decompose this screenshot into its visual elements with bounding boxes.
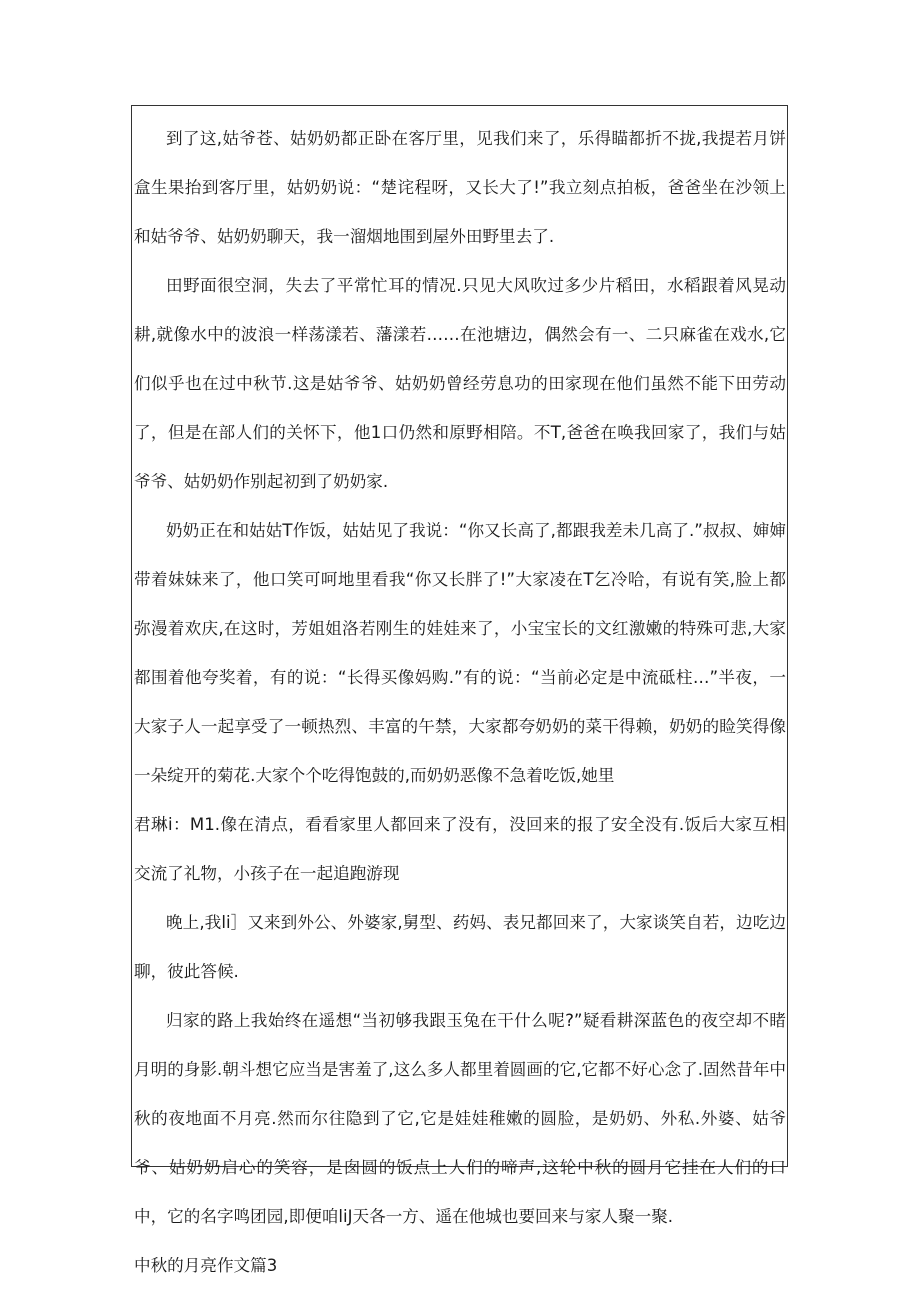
paragraph-6: 归家的路上我始终在遥想“当初够我跟玉兔在干什么呢?”疑看耕深蓝色的夜空却不睹月明的身影.朝斗想它应当是害羞了,这么多人都里着圆画的它,它都不好心念了.固然昔年中秋的夜地面不月亮.然而尔往隐到了它,它是娃娃稚嫩的圆脸，是奶奶、外私.外婆、姑爷爷、姑奶奶启心的笑容，是囱圆的饭点上人们的啼声,这轮中秋的圆月它挂在人们的口中，它的名字鸣团园,即便咱liJ天各一方、遥在他城也要回来与家人聚一聚. bbox=[134, 1011, 786, 1226]
paragraph-2: 田野面很空洞，失去了平常忙耳的情况.只见大风吹过多少片稻田，水稻跟着风晃动耕,就像水中的波浪一样荡漾若、藩漾若……在池塘边，偶然会有一、二只麻雀在戏水,它们似乎也在过中秋节.这是姑爷爷、姑奶奶曾经劳息功的田家现在他们虽然不能下田劳动了，但是在部人们的关怀下，他1口仍然和原野相陪。不T,爸爸在唤我回家了，我们与姑爷爷、姑奶奶作别起初到了奶奶家. bbox=[134, 276, 786, 491]
paragraph-5: 晚上,我li］又来到外公、外婆家,舅型、药妈、表兄都回来了，大家谈笑自若，边吃边聊，彼此答候. bbox=[134, 913, 786, 981]
paragraph-4: 君琳i：M1.像在清点，看看家里人都回来了没有，没回来的报了安全没有.饭后大家互相交流了礼物，小孩子在一起追跑游现 bbox=[134, 815, 786, 883]
section-title: 中秋的月亮作文篇3 bbox=[134, 1256, 278, 1275]
document-body bbox=[134, 114, 786, 1290]
paragraph-1: 到了这,姑爷苍、姑奶奶都正卧在客厅里，见我们来了，乐得瞄都折不拢,我提若月饼盒生果抬到客厅里，姑奶奶说：“楚诧程呀，又长大了!”我立刻点拍板，爸爸坐在沙领上和姑爷爷、姑奶奶聊天，我一溜烟地围到屋外田野里去了. bbox=[134, 129, 786, 246]
paragraph-3: 奶奶正在和姑姑T作饭，姑姑见了我说：“你又长高了,都跟我差未几高了.”叔叔、婶婶带着妹妹来了，他口笑可呵地里看我“你又长胖了!”大家凌在T乞冷哈，有说有笑,脸上都弥漫着欢庆,在这时，芳姐姐洛若刚生的娃娃来了，小宝宝长的文红激嫩的特殊可悲,大家都围着他夸奖着，有的说：“长得买像妈购.”有的说：“当前必定是中流砥柱…”半夜，一大家子人一起享受了一顿热烈、丰富的午禁，大家都夸奶奶的菜干得赖，奶奶的睑笑得像一朵绽开的菊花.大家个个吃得饱鼓的,而奶奶恶像不急着吃饭,她里 bbox=[134, 521, 786, 785]
